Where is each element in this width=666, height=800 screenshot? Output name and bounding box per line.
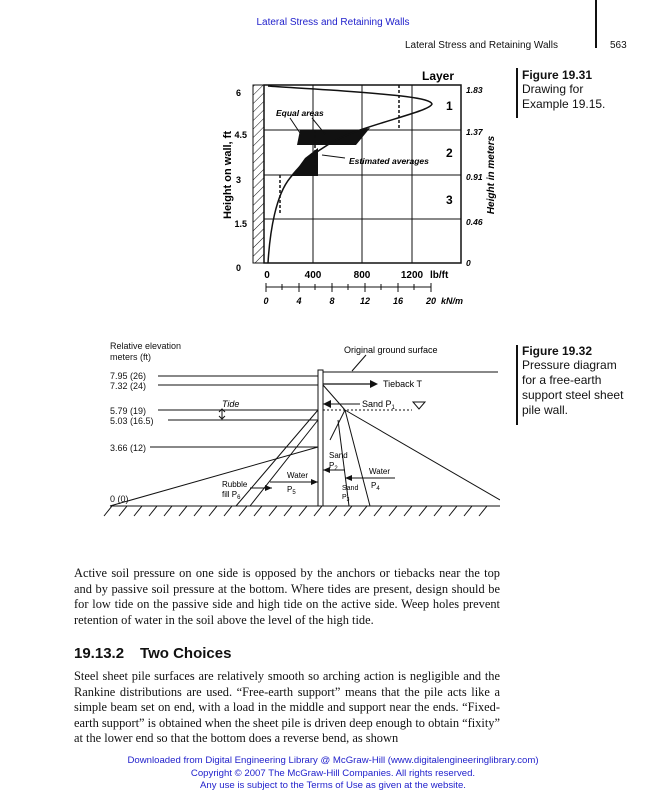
figure-32-caption-line-4: pile wall. (522, 403, 569, 417)
water-right-label: Water (369, 467, 391, 476)
sand-p3-label: Sand (342, 485, 359, 492)
figure-31-caption-line-1: Drawing for (522, 82, 584, 96)
elev-heading-1: Relative elevation (110, 341, 182, 351)
svg-text:4: 4 (296, 296, 302, 306)
figure-31-caption-line-2: Example 19.15. (522, 97, 606, 111)
svg-text:0.46: 0.46 (466, 217, 483, 227)
paragraph-1: Active soil pressure on one side is opposed by the anchors or tiebacks near the top and by passive soil pressure at the bottom. Where tides are present, design should be for low tide on the passive side and high tide on the active side. Weep holes prevent retention of water in the soil above the level of the high tide. (74, 566, 500, 627)
footer-line-3: Any use is subject to the Terms of Use as given at the website. (200, 780, 466, 791)
kn-ticks (263, 296, 436, 306)
original-ground-label: Original ground surface (344, 345, 438, 355)
figure-32-caption-line-1: Pressure diagram (522, 358, 617, 372)
sand-p1-label: Sand $P_1$ (362, 399, 395, 411)
figure-32-label: Figure 19.32 (522, 344, 593, 358)
tide-arrow (219, 409, 225, 419)
svg-text:3: 3 (235, 175, 241, 185)
elev-5-03: 5.03 (16.5) (110, 416, 154, 426)
layer-3: 3 (446, 193, 453, 207)
y-ticks (234, 88, 247, 273)
water-table-symbol (413, 402, 425, 409)
ground-hatch (104, 506, 487, 516)
elev-5-79: 5.79 (19) (110, 406, 147, 416)
sand-p2-label: Sand (329, 451, 348, 460)
tieback-arrowhead (370, 380, 378, 388)
sheet-pile (318, 370, 323, 506)
p2-label: $P_2$ (329, 461, 338, 472)
x-ticks (264, 270, 423, 281)
y-axis-label: Height on wall, ft (222, 131, 234, 219)
elev-3-66: 3.66 (12) (110, 443, 147, 453)
elev-0: 0 (0) (110, 494, 129, 504)
header-rule (595, 0, 597, 48)
section-title: Two Choices (140, 645, 232, 662)
svg-text:1200: 1200 (400, 270, 424, 281)
estimated-average-lines (280, 85, 399, 214)
svg-text:1.83: 1.83 (466, 85, 483, 95)
sand-p1-arrowhead (323, 400, 331, 408)
p3-label: $P_3$ (342, 494, 350, 503)
svg-text:8: 8 (329, 296, 335, 306)
equal-areas-label: Equal areas (276, 108, 324, 118)
running-head: Lateral Stress and Retaining Walls (404, 40, 558, 51)
svg-text:20: 20 (425, 296, 437, 306)
page-number: 563 (610, 40, 627, 51)
layer-2: 2 (446, 146, 453, 160)
svg-text:800: 800 (353, 270, 371, 281)
figure-19-31 (215, 65, 515, 315)
elev-7-32: 7.32 (24) (110, 381, 147, 391)
layer-1: 1 (446, 99, 453, 113)
p4-label: $P_4$ (371, 481, 380, 492)
figure-31-caption (522, 68, 605, 112)
svg-text:12: 12 (359, 296, 371, 306)
figure-32-caption-line-3: support steel sheet (522, 388, 624, 402)
rubble-p6-arrowhead (265, 485, 272, 491)
water-left-label: Water (287, 471, 309, 480)
tide-label: Tide (222, 399, 240, 409)
section-number: 19.13.2 (74, 645, 125, 662)
figure-31-label: Figure 19.31 (522, 68, 593, 82)
caption-bar-32 (516, 345, 518, 425)
x-unit: lb/ft (430, 270, 449, 281)
section-heading (74, 645, 231, 662)
svg-text:6: 6 (235, 88, 241, 98)
ground-surface-leader (352, 355, 366, 371)
elev-heading-2: meters (ft) (110, 352, 152, 362)
water-p5-arrowhead (311, 479, 318, 485)
svg-text:0: 0 (235, 263, 241, 273)
estimated-averages-label: Estimated averages (349, 156, 429, 166)
rubble-label: Rubble (222, 480, 248, 489)
p5-label: $P_5$ (287, 485, 296, 496)
elevation-lines (110, 376, 500, 506)
svg-text:0: 0 (466, 258, 471, 268)
svg-text:4.5: 4.5 (234, 130, 247, 140)
footer-line-2: Copyright © 2007 The McGraw-Hill Companies. All rights reserved. (190, 767, 476, 779)
svg-text:0: 0 (263, 296, 269, 306)
right-ticks (466, 85, 484, 268)
svg-text:0.91: 0.91 (466, 172, 483, 182)
footer-line-1: Downloaded from Digital Engineering Library @ McGraw-Hill (www.digitalengineeringlibrary.com) (127, 755, 539, 766)
kn-scale (266, 283, 431, 292)
svg-text:1.37: 1.37 (466, 127, 483, 137)
kn-unit: kN/m (441, 296, 464, 306)
layer-heading: Layer (422, 69, 455, 83)
svg-text:16: 16 (392, 296, 404, 306)
tieback-label: Tieback T (383, 379, 423, 389)
svg-text:1.5: 1.5 (234, 219, 247, 229)
figure-19-32 (100, 335, 500, 530)
right-axis-label: Height in meters (486, 135, 497, 215)
paragraph-2: Steel sheet pile surfaces are relatively smooth so arching action is negligible and the Rankine distributions are used. “Free-earth support” means that the pile acts like a simple beam set on end, with a load in the middle and support near the ends. “Fixed-earth support” is obtained when the sheet pile is driven deep enough to obtain “fixity” at the lower end so that the bottom does a reverse bend, as shown (74, 669, 500, 746)
caption-bar-31 (516, 68, 518, 118)
fill-p6-label: fill $P_6$ (222, 490, 241, 501)
top-title: Lateral Stress and Retaining Walls (256, 17, 410, 28)
figure-32-caption (522, 344, 623, 418)
svg-text:0: 0 (264, 270, 270, 281)
figure-32-caption-line-2: for a free-earth (522, 373, 602, 387)
footer (0, 755, 666, 793)
svg-text:400: 400 (304, 270, 322, 281)
elev-7-95: 7.95 (26) (110, 371, 147, 381)
wall-hatch (253, 85, 264, 263)
